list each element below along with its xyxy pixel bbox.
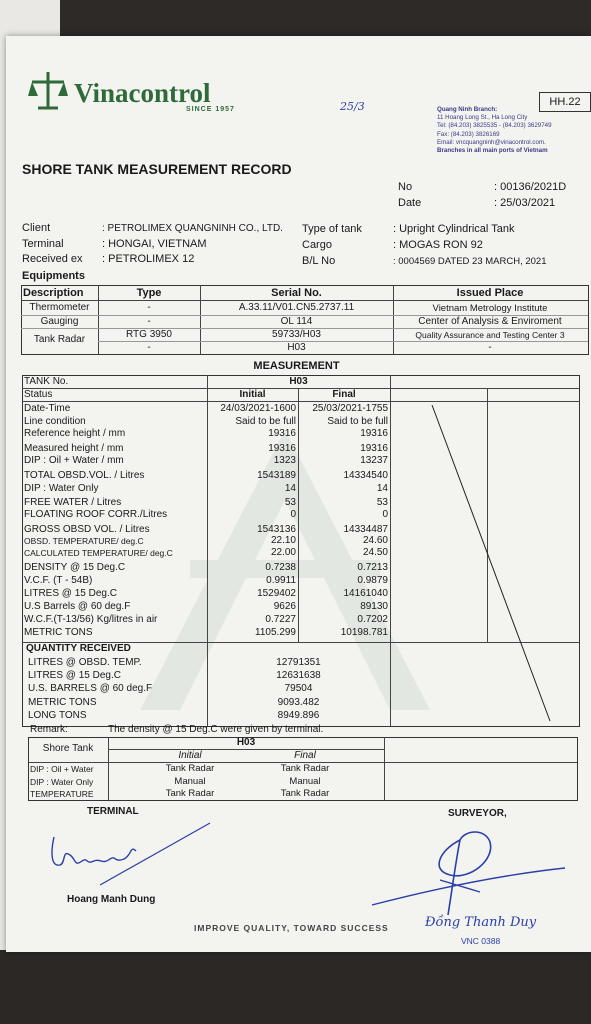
received-label: Received ex [22,253,83,265]
measurement-row-final: 24.60 [362,535,388,546]
measurement-row-final: 19316 [360,443,388,454]
measurement-row-final: 24.50 [362,547,388,558]
equip-cell: H03 [287,342,306,353]
quantity-row-value: 79504 [284,683,313,694]
measurement-row-label: OBSD. TEMPERATURE/ deg.C [24,536,144,546]
equip-header-description: Description [23,287,84,299]
quantity-row-label: LITRES @ 15 Deg.C [28,670,121,681]
status-final: Final [332,389,356,400]
tank-no-label: TANK No. [24,376,69,387]
page-title: SHORE TANK MEASUREMENT RECORD [22,161,292,177]
logo-wordmark: Vinacontrol [74,78,211,108]
equip-cell: 59733/H03 [272,329,321,340]
bl-value: : 0004569 DATED 23 MARCH, 2021 [393,256,547,267]
measurement-row-final: 0.7213 [357,562,388,573]
shore-tank-label: Shore Tank [42,743,94,754]
measurement-row-initial: 53 [284,497,296,508]
measurement-row-final: 53 [376,497,388,508]
record-date-label: Date [398,197,422,209]
terminal-label: Terminal [22,238,64,250]
measurement-row-label: LITRES @ 15 Deg.C [24,588,117,599]
doc-code-box: HH.22 [539,92,591,112]
shore-tank-no: H03 [236,737,256,748]
measurement-row-label: DENSITY @ 15 Deg.C [24,562,126,573]
quantity-row-label: METRIC TONS [28,697,97,708]
measurement-row-label: V.C.F. (T - 54B) [24,575,93,586]
measurement-row-label: W.C.F.(T-13/56) Kg/litres in air [24,614,158,625]
slogan: IMPROVE QUALITY, TOWARD SUCCESS [194,923,389,933]
equip-cell: OL 114 [280,316,313,327]
measurement-row-initial: 22.00 [270,547,296,558]
measurement-row-initial: 0.7238 [265,562,296,573]
measurement-row-label: Measured height / mm [24,443,124,454]
cargo-label: Cargo [302,239,332,251]
measurement-row-initial: 0 [290,509,296,520]
equip-cell: - [147,342,151,353]
measurement-row-final: 0.9879 [357,575,388,586]
measurement-row-label: FREE WATER / Litres [24,497,122,508]
measurement-row-label: Line condition [24,416,86,427]
measurement-row-initial: 1543136 [257,524,296,535]
equip-cell: RTG 3950 [126,329,172,340]
status-label: Status [24,389,53,400]
measurement-row-initial: 19316 [268,443,296,454]
measurement-row-initial: 1105.299 [255,627,296,638]
cargo-value: : MOGAS RON 92 [393,239,483,251]
measurement-row-initial: 0.9911 [266,575,296,586]
client-label: Client [22,222,51,234]
measurement-row-final: 89130 [360,601,388,612]
shore-row-initial: Tank Radar [165,763,215,774]
quantity-row-value: 8949.896 [277,710,320,721]
tank-type-label: Type of tank [302,223,362,235]
measurement-row-label: Reference height / mm [24,428,126,439]
measurement-row-label: U.S Barrels @ 60 deg.F [24,601,131,612]
record-date-value: : 25/03/2021 [494,197,556,209]
quantity-row-value: 9093.482 [277,697,320,708]
status-initial: Initial [239,389,266,400]
branch-line: Email: vncquangninh@vinacontrol.com. [437,138,546,146]
terminal-name: Hoang Manh Dung [67,894,156,905]
measurement-row-initial: 24/03/2021-1600 [220,403,296,414]
received-value: : PETROLIMEX 12 [102,253,195,265]
equip-header-issued: Issued Place [456,287,524,299]
shore-row-label: DIP : Water Only [30,777,94,787]
measurement-row-label: METRIC TONS [24,627,93,638]
handwritten-note: 25/3 [340,100,365,113]
measurement-row-final: 14334487 [343,524,388,535]
quantity-row-value: 12631638 [276,670,321,681]
remark-text: The density @ 15 Deg.C were given by terminal. [108,724,324,735]
quantity-heading: QUANTITY RECEIVED [26,643,131,654]
branch-line: Tel: (84.203) 3825535 - (84.203) 3629749 [437,122,552,130]
terminal-signature-label: TERMINAL [87,806,139,817]
shore-row-label: TEMPERATURE [30,789,94,799]
surveyor-signature-label: SURVEYOR, [448,808,507,819]
measurement-row-initial: 1529402 [257,588,296,599]
tank-no-value: H03 [289,376,308,387]
quantity-row-label: LITRES @ OBSD. TEMP. [28,657,142,668]
terminal-value: : HONGAI, VIETNAM [102,238,207,250]
equip-cell: - [147,316,151,327]
surveyor-name: Đồng Thanh Duy [425,915,537,930]
logo-since: SINCE 1957 [186,106,235,113]
surveyor-code: VNC 0388 [461,936,501,946]
shore-final-label: Final [294,750,316,761]
measurement-row-final: 14334540 [343,470,388,481]
shore-row-initial: Manual [174,776,206,787]
quantity-row-value: 12791351 [276,657,321,668]
quantity-row-label: U.S. BARRELS @ 60 deg.F [28,683,153,694]
measurement-row-final: Said to be full [327,416,388,427]
equip-cell: Tank Radar [33,334,86,345]
quantity-row-label: LONG TONS [28,710,87,721]
equip-cell: Thermometer [29,302,90,313]
measurement-row-initial: Said to be full [235,416,296,427]
equip-cell: Gauging [40,316,79,327]
shore-row-initial: Tank Radar [165,788,215,799]
measurement-row-initial: 0.7227 [265,614,296,625]
terminal-signature [40,815,220,895]
equip-cell: Vietnam Metrology Institute [432,303,548,314]
branch-line: Fax: (84.203) 3826169 [437,130,500,138]
branch-line: Branches in all main ports of Vietnam [437,147,548,155]
measurement-row-initial: 1323 [273,455,296,466]
equip-cell: Quality Assurance and Testing Center 3 [415,330,565,340]
measurement-row-label: FLOATING ROOF CORR./Litres [24,509,168,520]
table-surface [0,950,591,1024]
branch-line: Quang Ninh Branch: [437,106,498,113]
equip-header-type: Type [136,287,162,299]
vinacontrol-logo-icon [28,70,68,110]
tank-type-value: : Upright Cylindrical Tank [393,223,515,235]
measurement-row-final: 13237 [360,455,388,466]
measurement-row-initial: 14 [284,483,296,494]
measurement-row-final: 0 [382,509,388,520]
shore-initial-label: Initial [178,750,202,761]
measurement-row-initial: 9626 [273,601,296,612]
cancel-diagonal-line [390,401,578,725]
measurement-row-label: CALCULATED TEMPERATURE/ deg.C [24,548,173,558]
client-value: : PETROLIMEX QUANGNINH CO., LTD. [102,223,283,234]
measurement-row-label: DIP : Water Only [24,483,99,494]
measurement-row-final: 19316 [360,428,388,439]
shore-row-label: DIP : Oil + Water [30,764,94,774]
remark-label: Remark: [30,724,68,735]
equip-cell: Center of Analysis & Enviroment [418,316,562,327]
measurement-heading: MEASUREMENT [253,360,340,372]
measurement-row-initial: 22.10 [270,535,296,546]
equip-cell: A.33.11/V01.CN5.2737.11 [238,302,355,313]
measurement-row-label: Date-Time [24,403,71,414]
equip-cell: - [488,342,492,353]
equipments-heading: Equipments [22,270,85,282]
record-no-value: : 00136/2021D [494,181,567,193]
measurement-row-initial: 1543189 [257,470,296,481]
surveyor-signature [370,820,570,920]
measurement-row-label: TOTAL OBSD.VOL. / Litres [24,470,145,481]
measurement-row-final: 0.7202 [357,614,388,625]
record-no-label: No [398,181,413,193]
equip-cell: - [147,302,151,313]
measurement-row-label: DIP : Oil + Water / mm [24,455,124,466]
shore-row-final: Tank Radar [280,763,330,774]
measurement-row-final: 14 [376,483,388,494]
measurement-row-label: GROSS OBSD VOL. / Litres [24,524,150,535]
bl-label: B/L No [302,255,336,267]
measurement-row-final: 10198.781 [340,627,388,638]
measurement-row-final: 14161040 [343,588,388,599]
equip-header-serial: Serial No. [271,287,322,299]
branch-info [437,106,552,155]
branch-line: 11 Hoang Long St., Ha Long City [437,114,528,122]
shore-row-final: Tank Radar [280,788,330,799]
measurement-row-initial: 19316 [268,428,296,439]
shore-row-final: Manual [289,776,321,787]
measurement-row-final: 25/03/2021-1755 [312,403,388,414]
